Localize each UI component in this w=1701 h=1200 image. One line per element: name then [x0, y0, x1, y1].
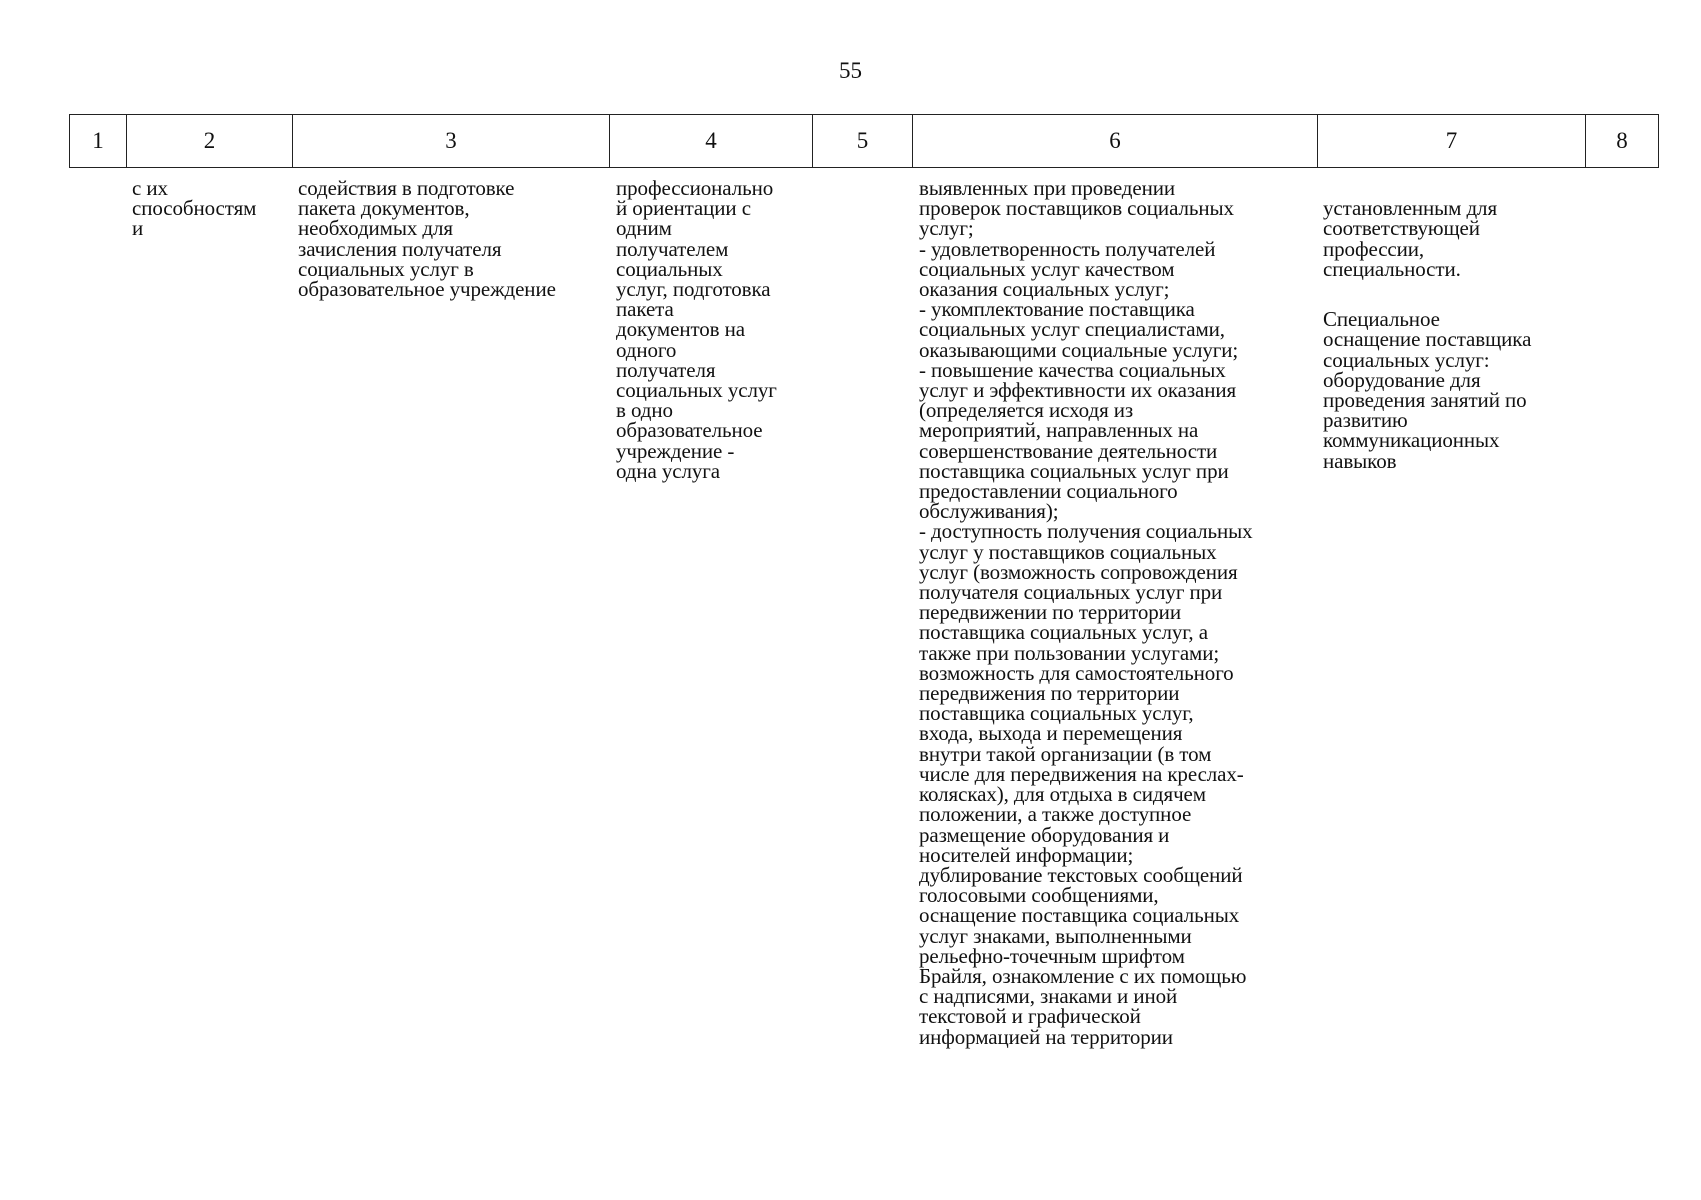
- cell-col-3: содействия в подготовке пакета документов, необходимых для зачисления получателя социальных услуг в образовательное учреждение: [298, 176, 556, 302]
- header-row: [70, 115, 1659, 168]
- cell-col-6: выявленных при проведении проверок поставщиков социальных услуг; - удовлетворенность получателей социальных услуг качеством оказания социальных услуг; - укомплектование поставщика социальных услуг специалистами, оказывающими социальные услуги; - повышение качества социальных услуг и эффективности их оказания (определяется исходя из мероприятий, направленных на совершенствование деятельности поставщика социальных услуг при предоставлении социального обслуживания); - доступность получения социальных услуг у поставщиков социальных услуг (возможность сопровождения получателя социальных услуг при передвижении по территории поставщика социальных услуг, а также при пользовании услугами; возможность для самостоятельного передвижения по территории поставщика социальных услуг, входа, выхода и перемещения внутри такой организации (в том числе для передвижения на креслах- колясках), для отдыха в сидячем положении, а также доступное размещение оборудования и носителей информации; дублирование текстовых сообщений голосовыми сообщениями, оснащение поставщика социальных услуг знаками, выполненными рельефно-точечным шрифтом Брайля, ознакомление с их помощью с надписями, знаками и иной текстовой и графической информацией на территории: [919, 176, 1253, 1049]
- header-col-5: 5: [813, 115, 913, 168]
- cell-col-7: [1323, 178, 1588, 491]
- cell-col-7-paragraph: Специальное оснащение поставщика социальных услуг: оборудование для проведения занятий по развитию коммуникационных навыков: [1323, 307, 1532, 473]
- header-col-3: 3: [293, 115, 610, 168]
- cell-col-4: профессионально й ориентации с одним получателем социальных услуг, подготовка пакета документов на одного получателя социальных услуг в одно образовательное учреждение - одна услуга: [616, 176, 777, 483]
- header-col-2: 2: [127, 115, 293, 168]
- page-number: 55: [839, 58, 862, 83]
- header-col-1: 1: [70, 115, 127, 168]
- header-col-4: 4: [610, 115, 813, 168]
- header-col-7: 7: [1318, 115, 1586, 168]
- cell-col-2: с их способностям и: [132, 176, 257, 241]
- header-col-6: 6: [913, 115, 1318, 168]
- column-number-header: [69, 114, 1659, 168]
- header-col-8: 8: [1586, 115, 1659, 168]
- cell-col-7-paragraph: установленным для соответствующей профессии, специальности.: [1323, 196, 1498, 281]
